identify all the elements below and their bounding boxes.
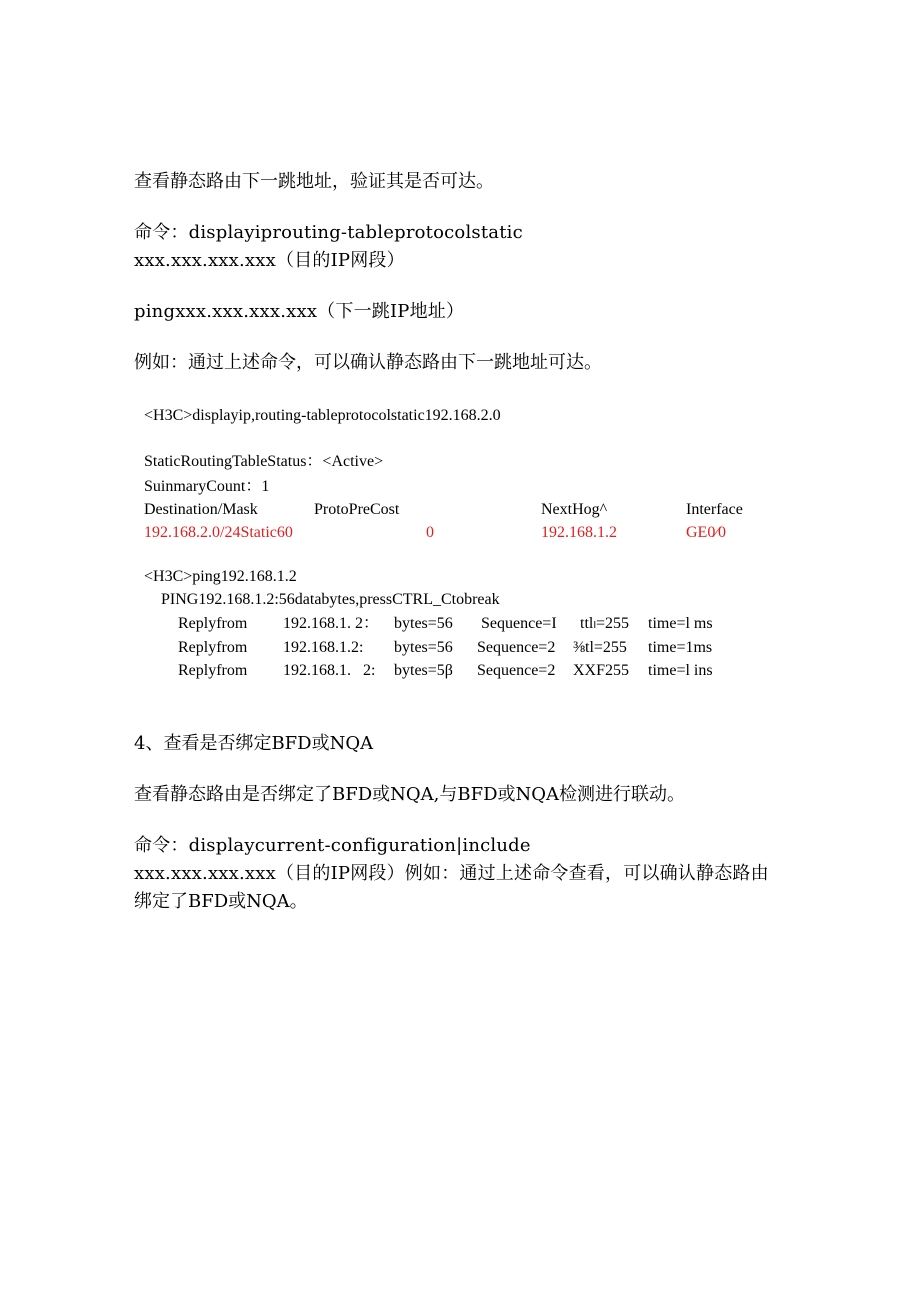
reply-address: 192.168.1.2:: [283, 639, 364, 656]
route-next-hop: 192.168.1.2: [541, 524, 617, 541]
intro-text: 查看静态路由下一跳地址，验证其是否可达。: [134, 171, 494, 192]
reply-sequence: Sequence=2: [477, 662, 556, 679]
route-interface: GE0⁄0: [686, 524, 726, 541]
section-heading: 4、查看是否绑定BFD或NQA: [134, 733, 374, 754]
reply-label: Replyfrom: [178, 639, 248, 656]
summary-count: SuinmaryCount：1: [144, 478, 270, 495]
command-line-2: xxx.xxx.xxx.xxx（目的IP网段）: [134, 250, 405, 271]
routing-table-status: StaticRoutingTableStatus：<Active>: [144, 453, 384, 470]
command-line-5: 绑定了BFD或NQA。: [134, 891, 308, 912]
reply-bytes: bytes=5β: [394, 662, 453, 679]
reply-bytes: bytes=56: [394, 639, 453, 656]
header-next-hop: NextHog^: [541, 501, 608, 518]
example-text: 例如：通过上述命令，可以确认静态路由下一跳地址可达。: [134, 352, 602, 373]
reply-bytes: bytes=56: [394, 615, 453, 632]
command-line-3: 命令：displaycurrent-configuration|include: [134, 835, 531, 856]
section-description: 查看静态路由是否绑定了BFD或NQA,与BFD或NQA检测进行联动。: [134, 784, 686, 805]
ping-header: PING192.168.1.2:56databytes,pressCTRL_Ctobreak: [161, 591, 500, 608]
header-destination-mask: Destination/Mask: [144, 501, 258, 518]
reply-sequence: Sequence=2: [477, 639, 556, 656]
terminal-command-display: <H3C>displayip,routing-tableprotocolstatic192.168.2.0: [144, 407, 501, 424]
reply-ttl: ⅜tl=255: [573, 639, 627, 656]
ping-command-line: pingxxx.xxx.xxx.xxx（下一跳IP地址）: [134, 301, 465, 322]
reply-ttl: XXF255: [573, 662, 630, 679]
reply-address: 192.168.1. 2：: [283, 615, 380, 632]
reply-time: time=1ms: [648, 639, 713, 656]
reply-sequence: Sequence=I: [481, 615, 557, 632]
terminal-command-ping: <H3C>ping192.168.1.2: [144, 568, 297, 585]
reply-ttl: ttlₗ=255: [580, 615, 630, 632]
reply-address: 192.168.1. 2:: [283, 662, 376, 679]
route-destination: 192.168.2.0/24Static60: [144, 524, 293, 541]
header-proto-pre-cost: ProtoPreCost: [314, 501, 400, 518]
route-cost: 0: [426, 524, 434, 541]
reply-time: time=l ins: [648, 662, 713, 679]
reply-label: Replyfrom: [178, 615, 248, 632]
command-line-1: 命令：displayiprouting-tableprotocolstatic: [134, 222, 523, 243]
command-line-4: xxx.xxx.xxx.xxx（目的IP网段）例如：通过上述命令查看，可以确认静态路由: [134, 863, 769, 884]
reply-time: time=l ms: [648, 615, 713, 632]
reply-label: Replyfrom: [178, 662, 248, 679]
header-interface: Interface: [686, 501, 743, 518]
